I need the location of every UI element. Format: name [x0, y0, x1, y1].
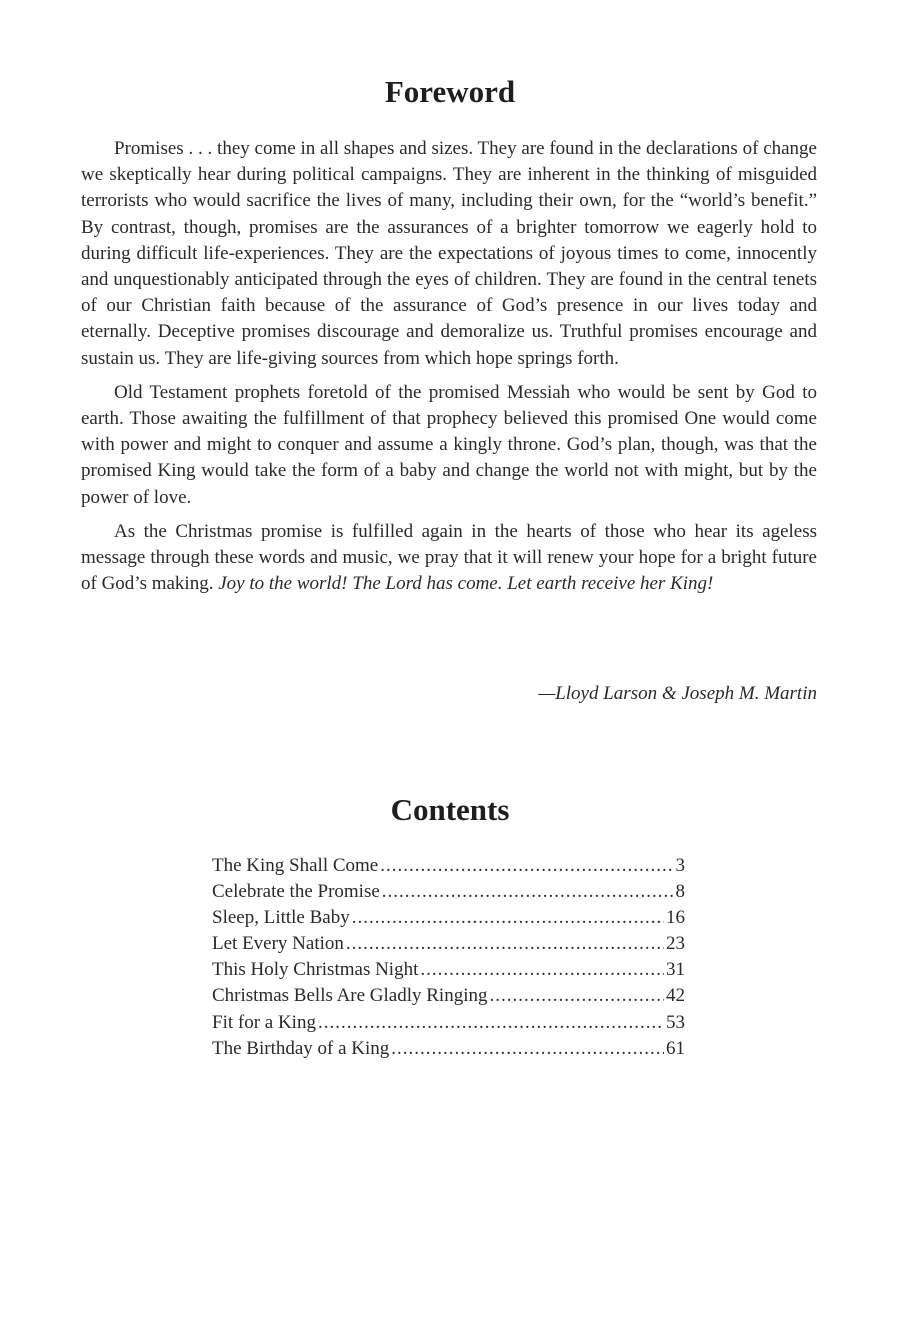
foreword-paragraph: Promises . . . they come in all shapes and sizes. They are found in the declarations of change we skeptically hear during political campaigns. They are inherent in the thinking of misguided terrorists who would sacrifice the lives of many, including their own, for the “world’s benefit.” By contrast, though, promises are the assurances of a brighter tomorrow we eagerly hold to during difficult life-experiences. They are the expectations of joyous times to come, innocently and unquestionably anticipated through the eyes of children. They are found in the central tenets of our Christian faith because of the assurance of God’s presence in our lives today and eternally. Deceptive promises discourage and demoralize us. Truthful promises encourage and sustain us. They are life-giving sources from which hope springs forth. [81, 138, 817, 369]
foreword-closing-text: As the Christmas promise is fulfilled again in the hearts of those who hear its ageless message through these words and music, we pray that it will renew your hope for a bright future of God’s making. [81, 520, 817, 595]
contents-heading: Contents [390, 792, 510, 827]
toc-entry-page: 3 [675, 855, 685, 876]
toc-dot-leader [420, 957, 664, 983]
toc-dot-leader [391, 1036, 664, 1062]
toc-entry[interactable] [212, 983, 685, 1009]
toc-entry-page: 53 [666, 1011, 685, 1033]
toc-dot-leader [382, 879, 674, 905]
foreword-signature: —Lloyd Larson & Joseph M. Martin [538, 683, 817, 704]
foreword-closing-italic: Joy to the world! The Lord has come. Let earth receive her King! [218, 573, 714, 595]
toc-entry[interactable] [212, 853, 685, 879]
toc-dot-leader [318, 1010, 664, 1036]
toc-entry-title: Celebrate the Promise [212, 881, 380, 903]
toc-entry-title: This Holy Christmas Night [212, 959, 419, 981]
toc-dot-leader [352, 905, 664, 931]
toc-entry-title: Christmas Bells Are Gladly Ringing [212, 985, 488, 1007]
toc-entry[interactable] [212, 1036, 685, 1062]
toc-entry[interactable] [212, 931, 685, 957]
toc-entry-title: Sleep, Little Baby [212, 907, 350, 929]
foreword-heading: Foreword [384, 74, 516, 109]
toc-entry-title: The King Shall Come [212, 855, 379, 876]
toc-entry[interactable] [212, 879, 685, 905]
toc-entry-page: 8 [675, 881, 685, 903]
toc-entry-page: 61 [666, 1037, 685, 1059]
table-of-contents [212, 853, 685, 1062]
toc-dot-leader [490, 983, 665, 1009]
toc-dot-leader [380, 853, 673, 879]
toc-entry[interactable] [212, 905, 685, 931]
toc-entry-page: 42 [666, 985, 685, 1007]
foreword-paragraph: Old Testament prophets foretold of the promised Messiah who would be sent by God to earth. Those awaiting the fulfillment of that prophecy believed this promised One would come with power and might to conquer and assume a kingly throne. God’s plan, though, was that the promised King would take the form of a baby and change the world not with might, but by the power of love. [81, 381, 817, 508]
toc-entry-page: 16 [666, 907, 685, 929]
toc-entry-title: The Birthday of a King [212, 1037, 390, 1059]
foreword-text [81, 136, 817, 605]
toc-entry-title: Fit for a King [212, 1011, 316, 1033]
toc-entry-page: 31 [666, 959, 685, 981]
toc-entry-title: Let Every Nation [212, 933, 344, 955]
toc-entry[interactable] [212, 1010, 685, 1036]
toc-entry-page: 23 [666, 933, 685, 955]
foreword-paragraph [81, 519, 817, 598]
toc-dot-leader [346, 931, 664, 957]
toc-entry[interactable] [212, 957, 685, 983]
